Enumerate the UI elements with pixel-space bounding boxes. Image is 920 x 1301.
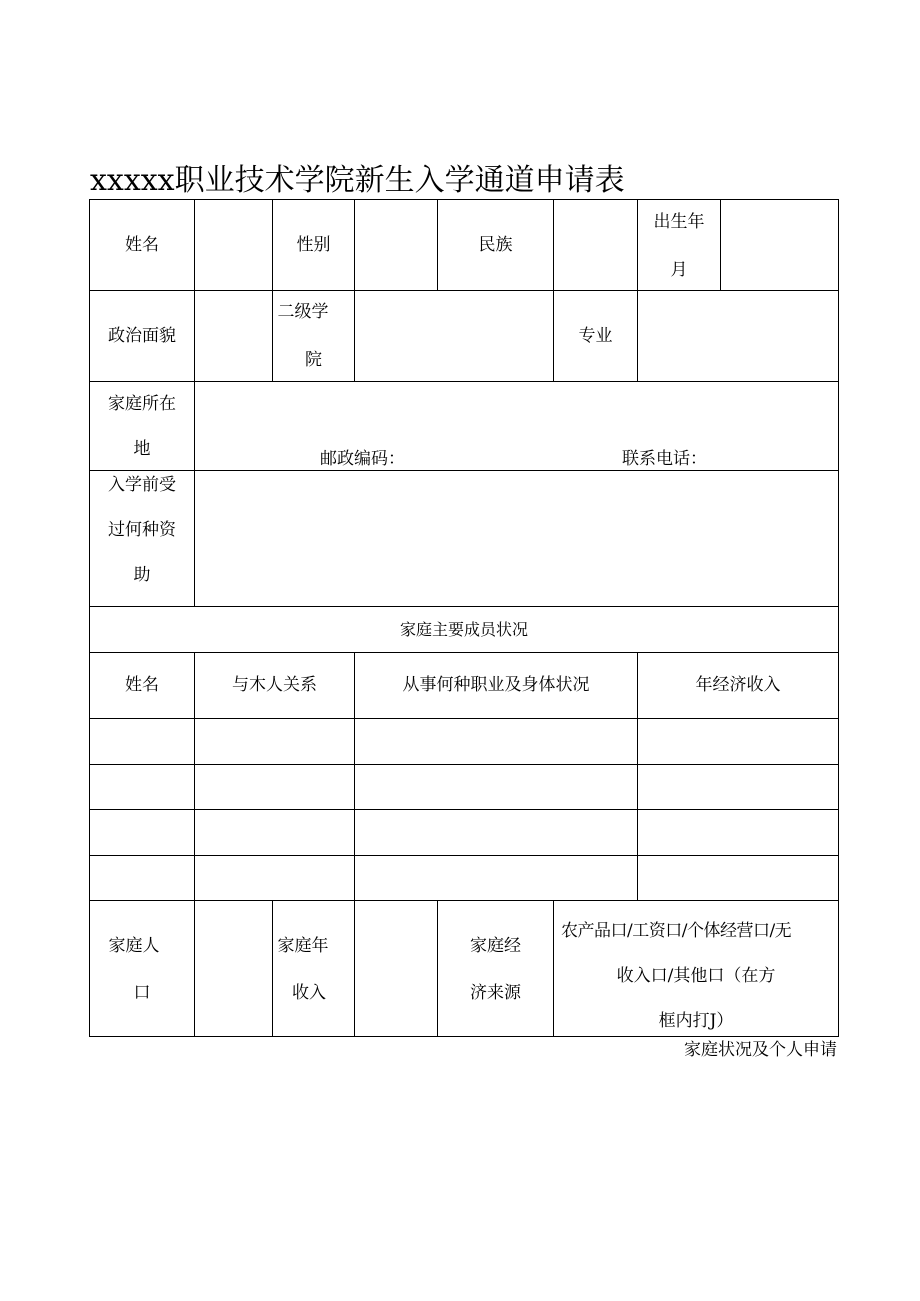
prior-aid-label-line2: 过何种资	[108, 520, 176, 540]
home-address-cell[interactable]	[195, 382, 838, 470]
household-size-cell[interactable]	[195, 901, 272, 1036]
political-status-label: 政治面貌	[108, 326, 176, 346]
family-col-relation: 与木人关系	[232, 675, 317, 695]
name-cell[interactable]	[195, 200, 272, 290]
college-label-line2: 院	[305, 350, 322, 370]
postcode-label: 邮政编码：	[320, 449, 405, 469]
form-title: xxxxx职业技术学院新生入学通道申请表	[90, 163, 625, 198]
college-cell[interactable]	[355, 291, 553, 381]
table-line	[89, 1036, 839, 1037]
home-address-label-line1: 家庭所在	[108, 394, 176, 414]
income-source-options-line2[interactable]: 收入口/其他口（在方	[616, 966, 776, 986]
table-line	[89, 652, 839, 653]
income-source-options-line3: 框内打J）	[658, 1011, 734, 1031]
birth-date-cell[interactable]	[721, 200, 838, 290]
footer-text: 家庭状况及个人申请	[684, 1040, 837, 1060]
family-section-heading: 家庭主要成员状况	[399, 620, 528, 639]
income-source-options-line1[interactable]: 农产品口/工资口/个体经营口/无	[561, 921, 792, 941]
political-status-cell[interactable]	[195, 291, 272, 381]
birth-label-line2: 月	[670, 260, 688, 280]
table-line	[89, 606, 839, 607]
home-address-label-line2: 地	[133, 439, 151, 459]
ethnicity-label: 民族	[478, 235, 513, 255]
college-label-line1: 二级学	[277, 302, 329, 322]
prior-aid-cell[interactable]	[195, 471, 838, 606]
gender-cell[interactable]	[355, 200, 437, 290]
income-source-label-line1: 家庭经	[470, 936, 521, 956]
family-row-3[interactable]	[90, 810, 838, 855]
table-line	[272, 900, 273, 1036]
major-label: 专业	[578, 326, 613, 346]
table-line	[89, 199, 90, 1037]
prior-aid-label-line3: 助	[133, 565, 151, 585]
family-row-2[interactable]	[90, 765, 838, 809]
family-col-income: 年经济收入	[695, 675, 781, 695]
family-col-name: 姓名	[125, 675, 159, 695]
annual-income-label-line2: 收入	[292, 983, 326, 1003]
name-label: 姓名	[125, 235, 159, 255]
annual-income-label-line1: 家庭年	[277, 936, 329, 956]
household-size-label-line1: 家庭人	[108, 936, 160, 956]
birth-label-line1: 出生年	[653, 212, 705, 232]
gender-label: 性别	[296, 235, 331, 255]
income-source-label-line2: 济来源	[470, 983, 521, 1003]
table-line	[437, 900, 438, 1036]
phone-label: 联系电话：	[622, 449, 707, 469]
family-row-4[interactable]	[90, 856, 838, 900]
household-size-label-line2: 口	[133, 983, 151, 1003]
prior-aid-label-line1: 入学前受	[108, 475, 176, 495]
ethnicity-cell[interactable]	[554, 200, 637, 290]
family-row-1[interactable]	[90, 719, 838, 764]
annual-income-cell[interactable]	[355, 901, 437, 1036]
family-col-occupation: 从事何种职业及身体状况	[402, 675, 590, 695]
table-line	[838, 199, 839, 1037]
major-cell[interactable]	[638, 291, 838, 381]
